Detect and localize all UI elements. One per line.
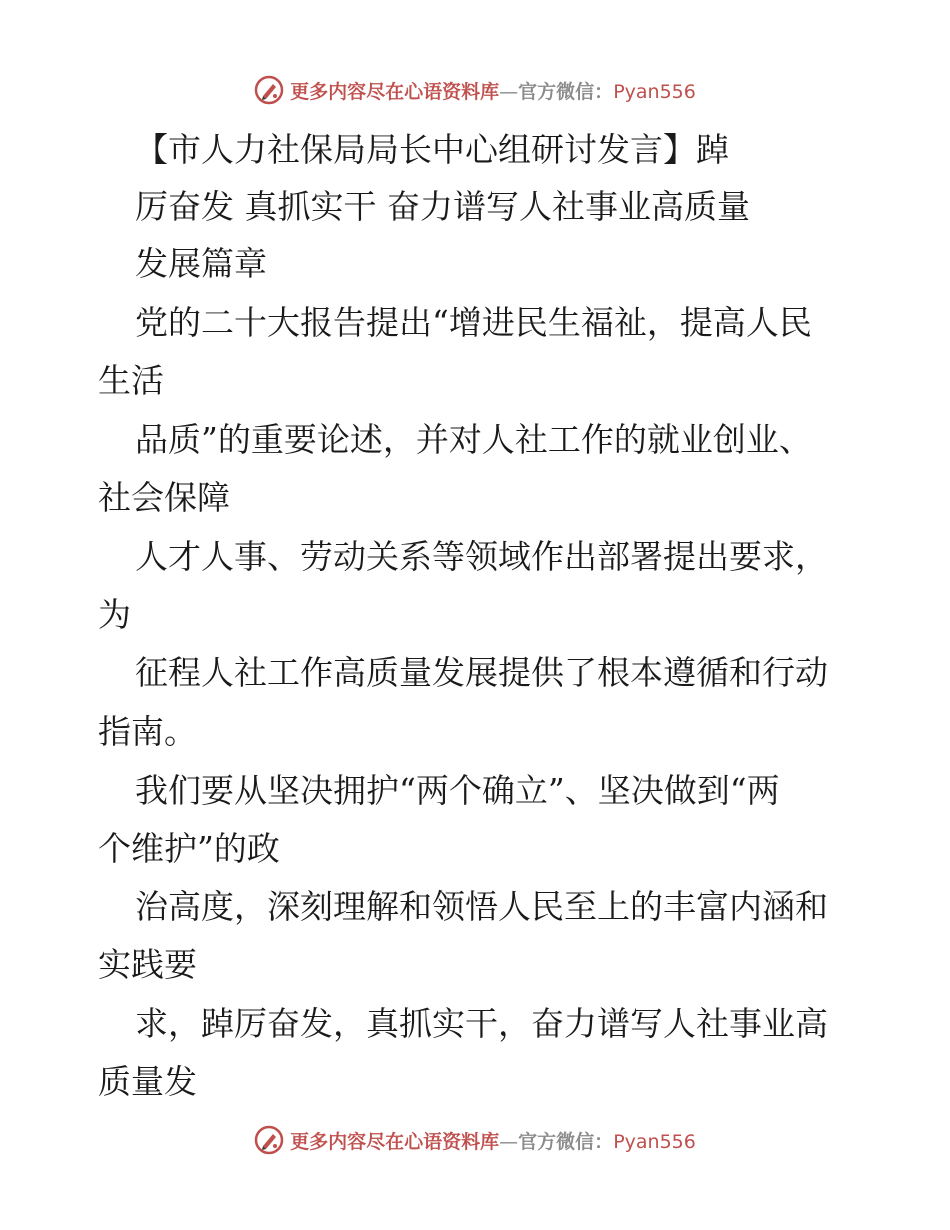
paragraph-line: 我们要从坚决拥护“两个确立”、坚决做到“两: [135, 771, 780, 810]
watermark-wechat-id: Pyan556: [613, 1130, 696, 1153]
watermark-wechat-label: 官方微信：: [518, 80, 614, 103]
paragraph-line: 个维护”的政: [98, 829, 280, 868]
header-watermark: [0, 70, 950, 110]
pen-logo-icon: [254, 75, 284, 105]
pen-logo-icon: [254, 1125, 284, 1155]
paragraph-line: 实践要: [98, 945, 197, 984]
paragraph-line: 求，踔厉奋发，真抓实干，奋力谱写人社事业高: [135, 1004, 828, 1043]
paragraph-line: 征程人社工作高质量发展提供了根本遵循和行动: [135, 653, 828, 692]
title-line-2: 厉奋发 真抓实干 奋力谱写人社事业高质量: [135, 187, 750, 226]
paragraph-line: 为: [98, 595, 131, 634]
title-line-1: 【市人力社保局局长中心组研讨发言】踔: [135, 130, 729, 169]
paragraph-line: 人才人事、劳动关系等领域作出部署提出要求，: [135, 537, 828, 576]
watermark-wechat-label: 官方微信：: [518, 1130, 614, 1153]
header-watermark-text: [290, 77, 696, 104]
title-line-3: 发展篇章: [135, 244, 267, 283]
watermark-separator: —: [499, 80, 519, 103]
paragraph-line: 质量发: [98, 1062, 197, 1101]
paragraph-line: 治高度，深刻理解和领悟人民至上的丰富内涵和: [135, 887, 828, 926]
paragraph-line: 品质”的重要论述，并对人社工作的就业创业、: [135, 420, 812, 459]
paragraph-line: 党的二十大报告提出“增进民生福祉，提高人民: [135, 303, 812, 342]
watermark-main-text: 更多内容尽在心语资料库: [290, 1130, 500, 1153]
watermark-separator: —: [499, 1130, 519, 1153]
paragraph-line: 社会保障: [98, 478, 230, 517]
paragraph-line: 生活: [98, 361, 164, 400]
watermark-wechat-id: Pyan556: [613, 80, 696, 103]
footer-watermark-text: [290, 1127, 696, 1154]
watermark-main-text: 更多内容尽在心语资料库: [290, 80, 500, 103]
paragraph-line: 指南。: [98, 712, 197, 751]
footer-watermark: [0, 1120, 950, 1160]
